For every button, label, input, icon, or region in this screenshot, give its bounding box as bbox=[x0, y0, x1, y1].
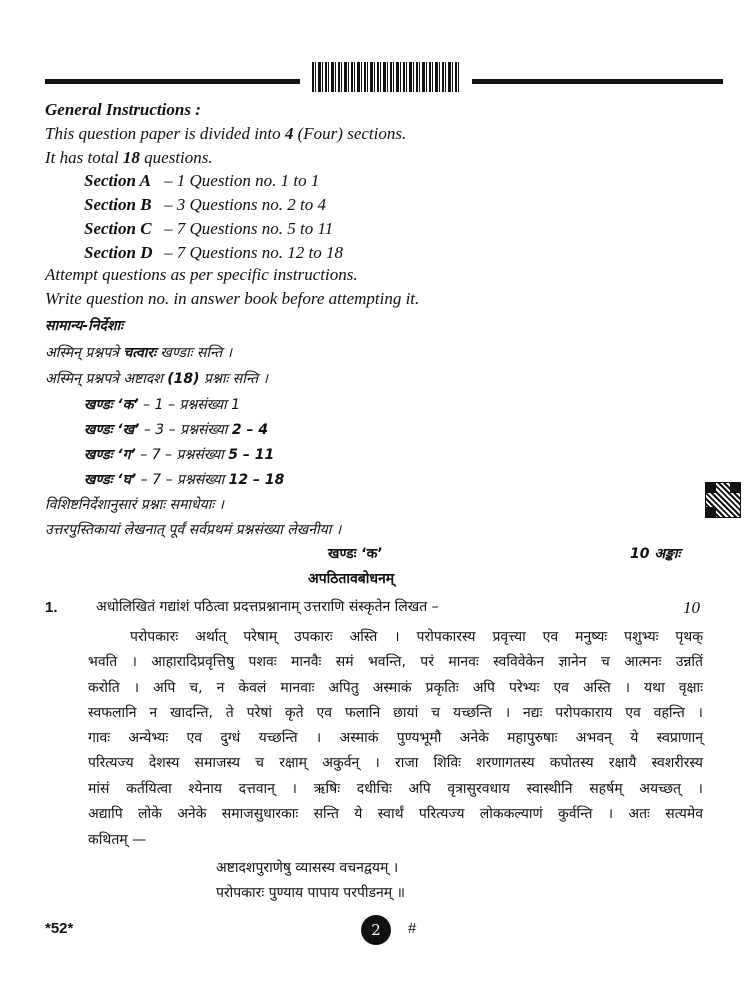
footer-hash: # bbox=[408, 920, 417, 937]
verse-line: अष्टादशपुराणेषु व्यासस्य वचनद्वयम् । bbox=[216, 860, 399, 876]
paragraph-line: स्वफलानि न खादन्ति, ते परेषां कृते एव फलानि छायां च यच्छन्ति । नद्यः परोपकाराय एव वहन्ति । bbox=[88, 705, 703, 721]
general-line-4: Write question no. in answer book before attempting it. bbox=[45, 289, 420, 308]
page-number: 2 bbox=[361, 915, 391, 945]
general-instructions-heading: General Instructions : bbox=[45, 100, 201, 119]
hindi-line-2: अस्मिन् प्रश्नपत्रे अष्टादश (18) प्रश्नाः सन्ति । bbox=[45, 371, 268, 387]
section-a-title: खण्डः ‘क’ bbox=[328, 546, 383, 562]
header-rule-right bbox=[472, 79, 723, 84]
paragraph-line: परोपकारः अर्थात् परेषाम् उपकारः अस्ति । परोपकारस्य प्रवृत्त्या एव मनुष्यः पशुभ्यः पृथक् bbox=[130, 629, 703, 645]
paragraph-line: गावः अन्येभ्यः एव दुग्धं यच्छन्ति । अस्माकं पुण्यभूमौ अनेके महापुरुषाः अभवन् ये स्वप्राणान् bbox=[88, 730, 703, 746]
header-rule-left bbox=[45, 79, 300, 84]
general-line-2: It has total 18 questions. bbox=[45, 148, 213, 167]
hindi-line-4: उत्तरपुस्तिकायां लेखनात् पूर्वं सर्वप्रथमं प्रश्नसंख्या लेखनीया । bbox=[45, 522, 342, 538]
paragraph-line: अद्यापि लोके अनेके समाजसुधारकाः सन्ति ये स्वार्थं परित्यज्य लोककल्याणं कुर्वन्ति । अतः सत्यमेव bbox=[88, 806, 703, 822]
question-marks: 10 bbox=[683, 598, 700, 617]
section-a-marks: 10 अङ्काः bbox=[630, 546, 681, 562]
general-line-3: Attempt questions as per specific instructions. bbox=[45, 265, 358, 284]
hindi-section-row: खण्डः ‘ग’ – 7 – प्रश्नसंख्या 5 – 11 bbox=[84, 447, 275, 463]
hindi-instructions-heading: सामान्य-निर्देशाः bbox=[45, 318, 123, 334]
section-row: Section D – 7 Questions no. 12 to 18 bbox=[84, 243, 343, 262]
hindi-section-row: खण्डः ‘ख’ – 3 – प्रश्नसंख्या 2 – 4 bbox=[84, 422, 269, 438]
hindi-line-3: विशिष्टनिर्देशानुसारं प्रश्नाः समाधेयाः । bbox=[45, 497, 224, 513]
section-row: Section A – 1 Question no. 1 to 1 bbox=[84, 171, 320, 190]
hindi-section-row: खण्डः ‘क’ – 1 – प्रश्नसंख्या 1 bbox=[84, 397, 241, 413]
section-row: Section C – 7 Questions no. 5 to 11 bbox=[84, 219, 334, 238]
question-number: 1. bbox=[45, 599, 58, 616]
paragraph-line: कथितम् — bbox=[88, 832, 147, 848]
qr-code bbox=[705, 482, 741, 518]
barcode bbox=[312, 62, 460, 92]
hindi-line-1: अस्मिन् प्रश्नपत्रे चत्वारः खण्डाः सन्ति । bbox=[45, 345, 233, 361]
paragraph-line: परित्यज्य देशस्य समाजस्य च रक्षाम् अकुर्वन् । राजा शिविः शरणागतस्य कपोतस्य रक्षायै स्वशरीरस्य bbox=[88, 755, 703, 771]
question-text: अधोलिखितं गद्यांशं पठित्वा प्रदत्तप्रश्नानाम् उत्तराणि संस्कृतेन लिखत – bbox=[96, 599, 439, 615]
verse-line: परोपकारः पुण्याय पापाय परपीडनम् ॥ bbox=[216, 885, 406, 901]
paper-code: *52* bbox=[45, 920, 74, 937]
paragraph-line: भवति । आहारादिप्रवृत्तिषु पशवः मानवैः समं भवन्ति, परं मानवः स्वविवेकेन ज्ञानेन च आत्मनः उन्नतिं bbox=[88, 654, 703, 670]
section-row: Section B – 3 Questions no. 2 to 4 bbox=[84, 195, 326, 214]
section-a-subtitle: अपठितावबोधनम् bbox=[308, 571, 395, 587]
hindi-section-row: खण्डः ‘घ’ – 7 – प्रश्नसंख्या 12 – 18 bbox=[84, 472, 285, 488]
paragraph-line: करोति । अपि च, न केवलं मानवाः अपितु अस्माकं प्रकृतिः अपि परेभ्यः एव अस्ति । यथा वृक्षाः bbox=[88, 680, 703, 696]
paragraph-line: मांसं कर्तयित्वा श्येनाय दत्तवान् । ऋषिः दधीचिः अपि वृत्रासुरवधाय स्वास्थीनि सहर्षम् अयच्छत् । bbox=[88, 781, 703, 797]
general-line-1: This question paper is divided into 4 (Four) sections. bbox=[45, 124, 407, 143]
